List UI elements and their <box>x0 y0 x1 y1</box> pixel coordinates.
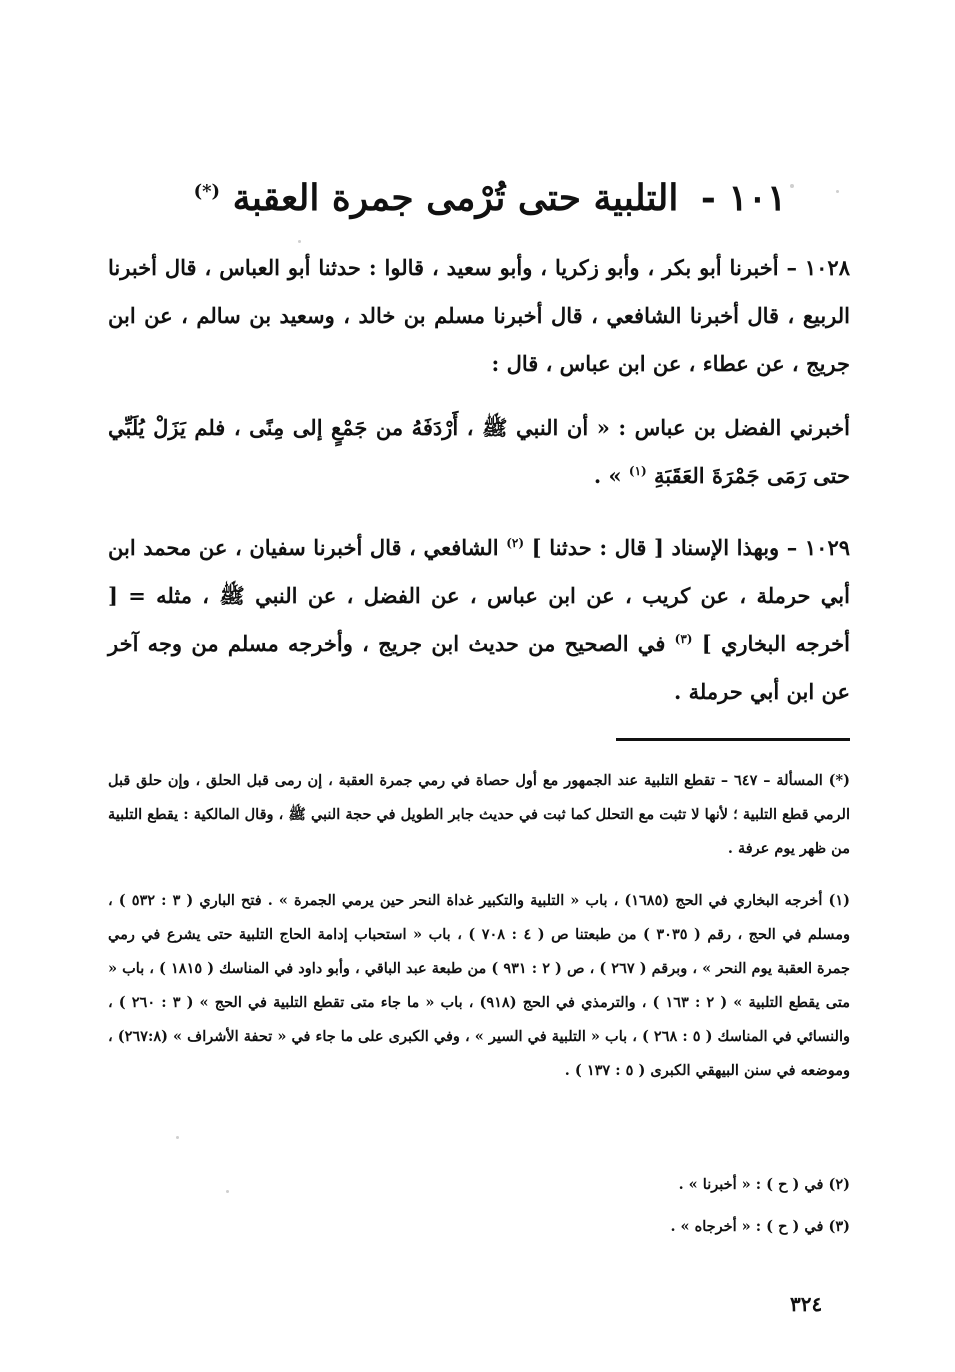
chapter-title-marker: (*) <box>193 181 221 202</box>
scan-speckle <box>226 1190 229 1193</box>
footnote-1: (١) أخرجه البخاري في الحج (١٦٨٥) ، باب « التلبية والتكبير غداة النحر حين يرمي الجمرة » . فتح الباري ( ٣ : ٥٣٢ ) ، ومسلم في الحج ، رقم ( ٣٠٣٥ ) من طبعتنا ص ( ٤ : ٧٠٨ ) ، باب « استحباب إدامة الحاج التلبية حتى يشرع في رمي جمرة العقبة يوم النحر » ، وبرقم ( ٢٦٧ ) ، ص ( ٢ : ٩٣١ ) من طبعة عبد الباقي ، وأبو داود في المناسك ( ١٨١٥ ) ، باب « متى يقطع التلبية » ( ٢ : ١٦٣ ) ، والترمذي في الحج (٩١٨) ، باب « ما جاء متى تقطع التلبية في الحج » ( ٣ : ٢٦٠ ) ، والنسائي في المناسك ( ٥ : ٢٦٨ ) ، باب « التلبية في السير » ، وفي الكبرى على ما جاء في « تحفة الأشراف » (٢٦٧:٨) ، وموضعه في سنن البيهقي الكبرى ( ٥ : ١٣٧ ) . <box>108 892 851 1079</box>
page-number: ٣٢٤ <box>790 1292 823 1316</box>
footnote-star-lead: (*) المسألة – ٦٤٧ – <box>720 772 850 789</box>
footnote-ref-3: (٣) <box>674 632 693 646</box>
footnote-ref-1: (١) <box>628 464 647 478</box>
scan-speckle <box>790 184 794 188</box>
scan-speckle <box>836 190 839 193</box>
chapter-title-text: التلبية حتى تُرْمى جمرة العقبة <box>232 177 679 219</box>
p3-part-b: الشافعي ، قال أخبرنا سفيان ، عن محمد ابن أبي حرملة ، عن كريب ، عن ابن عباس ، عن الفضل ، عن النبي ﷺ ، مثله = [ أخرجه البخاري ] <box>108 535 850 656</box>
matn-text: أخبرني الفضل بن عباس : « أن النبي ﷺ ، أَرْدَفَهُ من جَمْعٍ إلى مِنًى ، فلم يَزَلْ يُلَبِّي حتى رَمَى جَمْرَةَ العَقَبَةِ <box>108 415 850 488</box>
p3-part-c: في الصحيح من حديث ابن جريج ، وأخرجه مسلم من وجه آخر عن ابن أبي حرملة . <box>108 631 850 704</box>
p3-part-a: ١٠٢٩ – وبهذا الإسناد [ قال : حدثنا ] <box>531 535 851 560</box>
scan-speckle <box>176 1136 179 1139</box>
hadith-paragraph-1029 <box>108 524 850 716</box>
chapter-title <box>150 166 830 224</box>
hadith-paragraph-1028: ١٠٢٨ – أخبرنا أبو بكر ، وأبو زكريا ، وأبو سعيد ، قالوا : حدثنا أبو العباس ، قال أخبرنا الربيع ، قال أخبرنا الشافعي ، قال أخبرنا مسلم بن خالد ، وسعيد بن سالم ، عن ابن جريج ، عن عطاء ، عن ابن عباس ، قال : <box>108 255 850 376</box>
footnote-separator <box>616 738 850 741</box>
chapter-number: ١٠١ - <box>700 177 787 219</box>
footnote-ref-2: (٢) <box>506 536 525 550</box>
scan-speckle <box>298 240 301 243</box>
footnote-2: (٢) في ( ح ) : « أخبرنا » . <box>678 1176 850 1193</box>
footnote-3: (٣) في ( ح ) : « أخرجاه » . <box>670 1218 850 1235</box>
hadith-paragraph-matn <box>108 404 850 500</box>
footnote-star-text: تقطع التلبية عند الجمهور مع أول حصاة في رمي جمرة العقبة ، إن رمى قبل الحلق ، وإن حلق قبل الرمي قطع التلبية ؛ لأنها لا تثبت مع التحلل كما ثبت في حديث جابر الطويل في حجة النبي ﷺ ، وقال المالكية : يقطع التلبية من ظهر يوم عرفة . <box>108 772 850 857</box>
matn-end: » . <box>593 463 622 488</box>
footnote-star <box>108 764 850 866</box>
